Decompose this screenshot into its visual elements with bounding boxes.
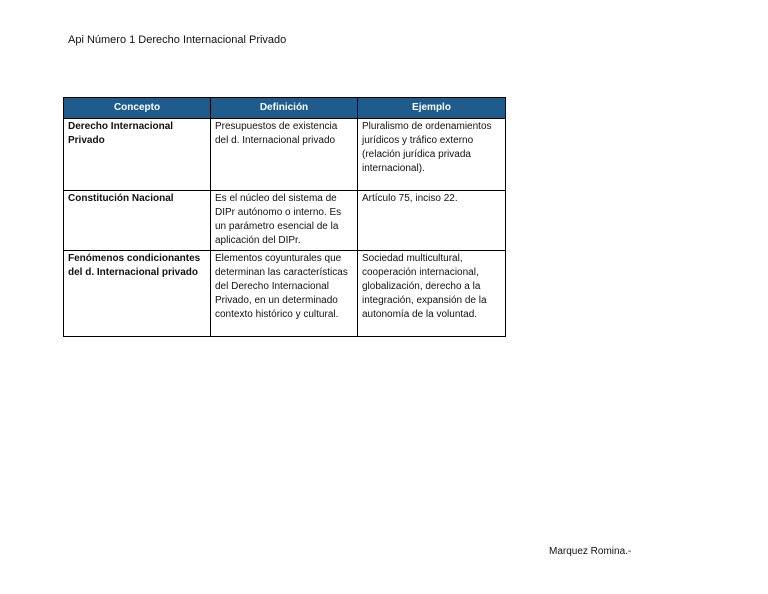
definicion-cell: Es el núcleo del sistema de DIPr autónomo o interno. Es un parámetro esencial de la aplicación del DIPr.	[211, 191, 358, 251]
column-header-ejemplo: Ejemplo	[358, 98, 506, 119]
ejemplo-cell: Artículo 75, inciso 22.	[358, 191, 506, 251]
concepto-cell: Fenómenos condicionantes del d. Internacional privado	[64, 251, 211, 337]
ejemplo-cell: Sociedad multicultural, cooperación internacional, globalización, derecho a la integración, expansión de la autonomía de la voluntad.	[358, 251, 506, 337]
column-header-definicion: Definición	[211, 98, 358, 119]
table-row	[64, 119, 506, 191]
ejemplo-cell: Pluralismo de ordenamientos jurídicos y tráfico externo (relación jurídica privada internacional).	[358, 119, 506, 191]
author-name: Marquez Romina.-	[549, 546, 632, 557]
definicion-cell: Presupuestos de existencia del d. Internacional privado	[211, 119, 358, 191]
definicion-cell: Elementos coyunturales que determinan las características del Derecho Internacional Privado, en un determinado contexto histórico y cultural.	[211, 251, 358, 337]
document-title: Api Número 1 Derecho Internacional Privado	[68, 34, 287, 46]
concepto-cell: Constitución Nacional	[64, 191, 211, 251]
column-header-concepto: Concepto	[64, 98, 211, 119]
table-row	[64, 191, 506, 251]
concepto-cell: Derecho Internacional Privado	[64, 119, 211, 191]
concepts-table	[63, 97, 506, 337]
table-header-row	[64, 98, 506, 119]
table-row	[64, 251, 506, 337]
